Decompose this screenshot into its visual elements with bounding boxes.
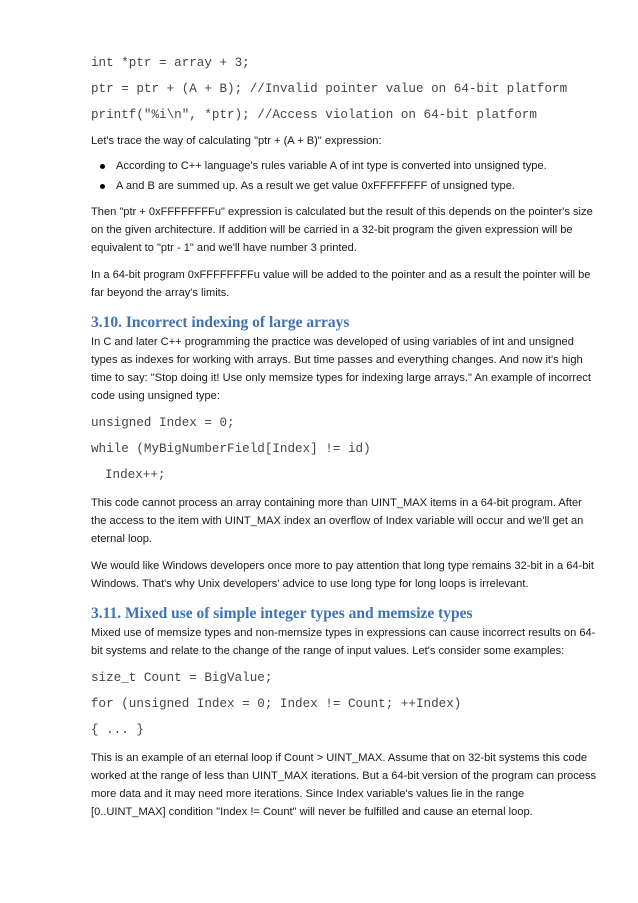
paragraph-eternal-loop: This code cannot process an array containing more than UINT_MAX items in a 64-bit program. After the access to the item with UINT_MAX index an overflow of Index variable will occur and we'll get an eternal loop. xyxy=(91,497,584,545)
paragraph-64bit: In a 64-bit program 0xFFFFFFFFu value will be added to the pointer and as a result the pointer will be far beyond the array's limits. xyxy=(91,269,591,299)
trace-bullet-list xyxy=(91,157,596,195)
section-3-11-intro: Mixed use of memsize types and non-memsize types in expressions can cause incorrect results on 64-bit systems and relate to the change of the range of input values. Let's consider some examples: xyxy=(91,627,596,657)
code-line: printf("%i\n", *ptr); //Access violation on 64-bit platform xyxy=(91,108,537,122)
paragraph-windows: We would like Windows developers once more to pay attention that long type remains 32-bit in a 64-bit Windows. That's why Unix developers' advice to use long type for long loops is irrelevant. xyxy=(91,560,594,590)
code-line: Index++; xyxy=(105,468,166,482)
code-line: int *ptr = array + 3; xyxy=(91,56,250,70)
code-line: { ... } xyxy=(91,723,144,737)
code-line: ptr = ptr + (A + B); //Invalid pointer value on 64-bit platform xyxy=(91,82,568,96)
code-line: unsigned Index = 0; xyxy=(91,416,235,430)
code-line: for (unsigned Index = 0; Index != Count; ++Index) xyxy=(91,697,462,711)
bullet-icon xyxy=(100,164,105,169)
bullet-icon xyxy=(100,184,105,189)
section-heading-3-10: 3.10. Incorrect indexing of large arrays xyxy=(91,314,350,331)
list-item-text: A and B are summed up. As a result we get value 0xFFFFFFFF of unsigned type. xyxy=(116,180,515,192)
section-3-10-intro: In C and later C++ programming the practice was developed of using variables of int and unsigned types as indexes for working with arrays. But time passes and everything changes. And now it's high time to say: "Stop doing it! Use only memsize types for indexing large arrays." An example of incorrect code using unsigned type: xyxy=(91,336,591,402)
document-page xyxy=(91,56,596,821)
trace-intro-paragraph: Let's trace the way of calculating "ptr + (A + B)" expression: xyxy=(91,135,382,147)
list-item xyxy=(91,177,596,195)
list-item-text: According to C++ language's rules variable A of int type is converted into unsigned type. xyxy=(116,160,547,172)
paragraph-then: Then "ptr + 0xFFFFFFFFu" expression is calculated but the result of this depends on the pointer's size on the given architecture. If addition will be carried in a 32-bit program the given expression will be equivalent to "ptr - 1" and we'll have number 3 printed. xyxy=(91,206,593,254)
list-item xyxy=(91,157,596,175)
code-line: while (MyBigNumberField[Index] != id) xyxy=(91,442,371,456)
section-heading-3-11: 3.11. Mixed use of simple integer types and memsize types xyxy=(91,605,473,622)
paragraph-eternal-loop-example: This is an example of an eternal loop if Count > UINT_MAX. Assume that on 32-bit systems this code worked at the range of less than UINT_MAX iterations. But a 64-bit version of the program can process more data and it may need more iterations. Since Index variable's values lie in the range [0..UINT_MAX] condition "Index != Count" will never be fulfilled and cause an eternal loop. xyxy=(91,752,597,818)
code-line: size_t Count = BigValue; xyxy=(91,671,273,685)
